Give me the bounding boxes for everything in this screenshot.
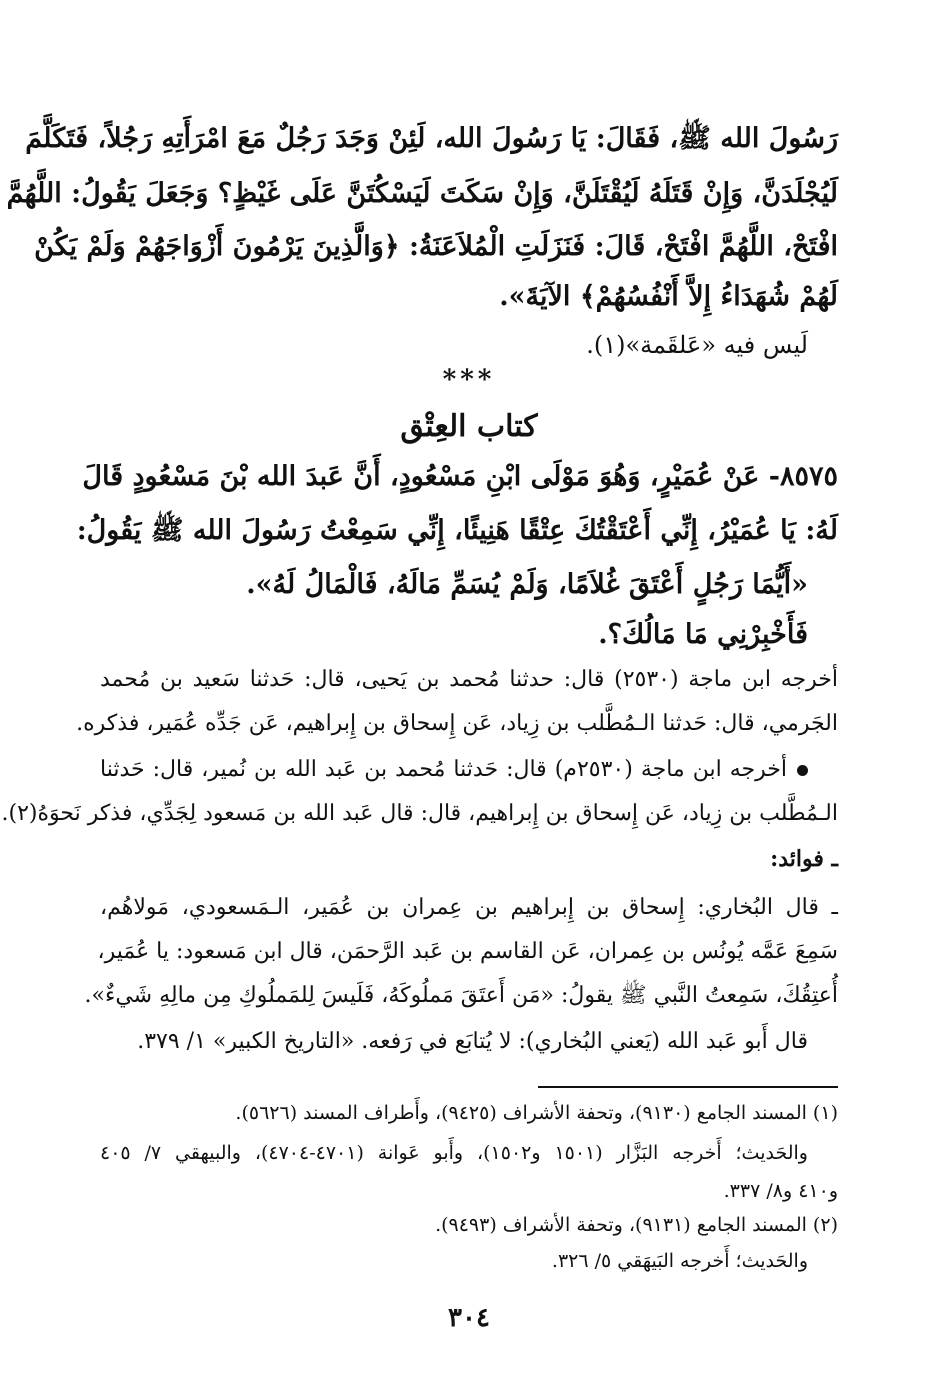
footnote-line: (١) المسند الجامع (٩١٣٠)، وتحفة الأشراف (٩٤٢٥)، وأَطراف المسند (٥٦٢٦). [235,1102,838,1124]
hadith-text-line: رَسُولَ الله ﷺ، فَقَالَ: يَا رَسُولَ الله، لَئِنْ وَجَدَ رَجُلٌ مَعَ امْرَأَتِهِ رَجُلاً، فَتَكَلَّمَ [25,123,838,154]
section-separator: *** [442,365,496,395]
hadith-text-line: «أَيُّمَا رَجُلٍ أَعْتَقَ غُلاَمًا، وَلَمْ يُسَمِّ مَالَهُ، فَالْمَالُ لَهُ». [246,569,808,600]
footnote-line: و٤١٠ و٨/ ٣٣٧. [723,1180,838,1202]
bullet-icon [797,765,808,776]
takhrij-line: الـمُطَّلب بن زِياد، عَن إِسحاق بن إِبراهيم، قال: قال عَبد الله بن مَسعود لِجَدِّي، فذكر نَحوَهُ(٢). [1,801,838,826]
fawaid-title: ـ فوائد: [770,846,838,872]
hadith-text-line: فَأَخْبِرْنِي مَا مَالُكَ؟. [598,619,808,650]
page-number: ٣٠٤ [448,1303,490,1333]
takhrij-line: أخرجه ابن ماجة (٢٥٣٠) قال: حدثنا مُحمد بن يَحيى، قال: حَدثنا سَعيد بن مُحمد [100,667,838,692]
fawaid-line: قال أَبو عَبد الله (يَعني البُخاري): لا يُتابَع في رَفعه. «التاريخ الكبير» ١/ ٣٧٩. [137,1029,808,1054]
hadith-text-line: لَهُمْ شُهَدَاءُ إِلاَّ أَنْفُسُهُمْ﴾ الآيَةَ». [499,281,838,312]
footnote-line: والحَديث؛ أَخرجه البَيهَقي ٥/ ٣٢٦. [551,1250,808,1272]
editor-note: لَيس فيه «عَلقَمة»(١). [586,331,808,359]
hadith-text-line: لَيُجْلَدَنَّ، وَإِنْ قَتَلَهُ لَيُقْتَلَنَّ، وَإِنْ سَكَتَ لَيَسْكُتَنَّ عَلَى غَيْظٍ؟ وَجَعَلَ يَقُولُ: اللَّهُمَّ [6,178,838,209]
footnote-line: والحَديث؛ أَخرجه البَزَّار (١٥٠١ و١٥٠٢)، وأَبو عَوانة (٤٧٠١-٤٧٠٤)، والبيهقي ٧/ ٤٠٥ [100,1142,808,1164]
footnote-line: (٢) المسند الجامع (٩١٣١)، وتحفة الأشراف (٩٤٩٣). [435,1214,838,1236]
takhrij-line: أخرجه ابن ماجة (٢٥٣٠م) قال: حَدثنا مُحمد بن عَبد الله بن نُمير، قال: حَدثنا [100,756,808,784]
footnote-divider [538,1086,838,1088]
takhrij-line: الجَرمي، قال: حَدثنا الـمُطَّلب بن زِياد، عَن إِسحاق بن إِبراهيم، عَن جَدِّه عُمَير، فذكره. [76,711,838,736]
fawaid-line: أُعتِقُكَ، سَمِعتُ النَّبي ﷺ يقولُ: «مَن أَعتَقَ مَملُوكَهُ، فَلَيسَ لِلمَملُوكِ مِن مالِهِ شَيءٌ». [84,983,838,1008]
section-title: كتاب العِتْق [400,409,538,444]
hadith-text-line: ٨٥٧٥- عَنْ عُمَيْرٍ، وَهُوَ مَوْلَى ابْنِ مَسْعُودٍ، أَنَّ عَبدَ الله بْنَ مَسْعُودٍ قَالَ [82,461,838,492]
fawaid-line: ـ قال البُخاري: إِسحاق بن إِبراهيم بن عِمران بن عُمَير، الـمَسعودي، مَولاهُم، [100,895,838,920]
hadith-text-line: لَهُ: يَا عُمَيْرُ، إِنِّي أَعْتَقْتُكَ عِتْقًا هَنِيئًا، إِنِّي سَمِعْتُ رَسُولَ الله ﷺ يَقُولُ: [76,515,838,546]
hadith-text-line: افْتَحْ، اللَّهُمَّ افْتَحْ، قَالَ: فَنَزَلَتِ الْمُلاَعَنَةُ: ﴿وَالَّذِينَ يَرْمُونَ أَزْوَاجَهُمْ وَلَمْ يَكُنْ [34,231,838,262]
fawaid-line: سَمِعَ عَمَّه يُونُس بن عِمران، عَن القاسم بن عَبد الرَّحمَن، قال ابن مَسعود: يا عُمَير، [97,939,838,964]
